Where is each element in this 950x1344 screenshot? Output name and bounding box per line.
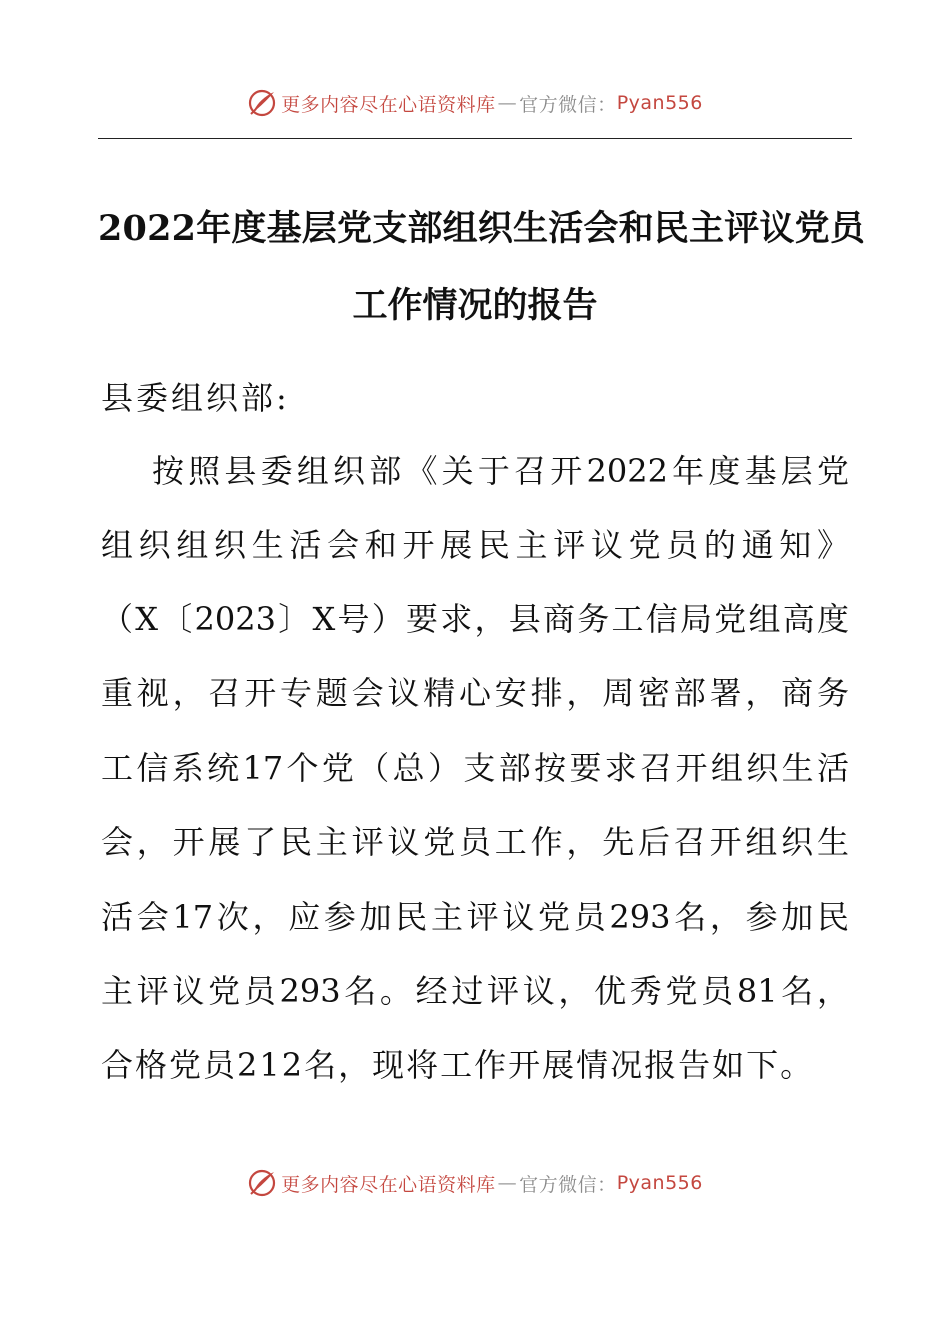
- paragraph-line: 重视，召开专题会议精心安排，周密部署，商务: [101, 674, 849, 712]
- wechat-id: Pyan556: [616, 92, 703, 114]
- quill-pen-logo-icon: [247, 88, 277, 118]
- paragraph-line: 工信系统17个党（总）支部按要求召开组织生活: [101, 749, 849, 787]
- wechat-label: 官方微信：: [519, 1173, 617, 1196]
- paragraph-line: 主评议党员293名。经过评议，优秀党员81名，: [101, 972, 849, 1010]
- quill-pen-logo-icon: [247, 1168, 277, 1198]
- banner-dash: —: [497, 1172, 518, 1194]
- site-name: 更多内容尽在心语资料库: [281, 93, 496, 116]
- addressee: 县委组织部:: [101, 379, 290, 417]
- paragraph-line: 会，开展了民主评议党员工作，先后召开组织生: [101, 823, 849, 861]
- header-divider: [98, 138, 852, 139]
- document-title-line-1: 2022年度基层党支部组织生活会和民主评议党员: [98, 208, 866, 249]
- footer-banner: [0, 1163, 950, 1203]
- wechat-label: 官方微信：: [519, 93, 617, 116]
- paragraph-line: 合格党员212名，现将工作开展情况报告如下。: [101, 1046, 815, 1084]
- paragraph-line: 组织组织生活会和开展民主评议党员的通知》: [101, 526, 849, 564]
- header-banner: [0, 83, 950, 123]
- document-title-line-2: 工作情况的报告: [352, 285, 598, 326]
- site-name: 更多内容尽在心语资料库: [281, 1173, 496, 1196]
- wechat-id: Pyan556: [616, 1172, 703, 1194]
- banner-dash: —: [497, 92, 518, 114]
- paragraph-line: 按照县委组织部《关于召开2022年度基层党: [152, 452, 849, 490]
- paragraph-line: 活会17次，应参加民主评议党员293名，参加民: [101, 898, 849, 936]
- paragraph-line: （X〔2023〕X号）要求，县商务工信局党组高度: [101, 600, 849, 638]
